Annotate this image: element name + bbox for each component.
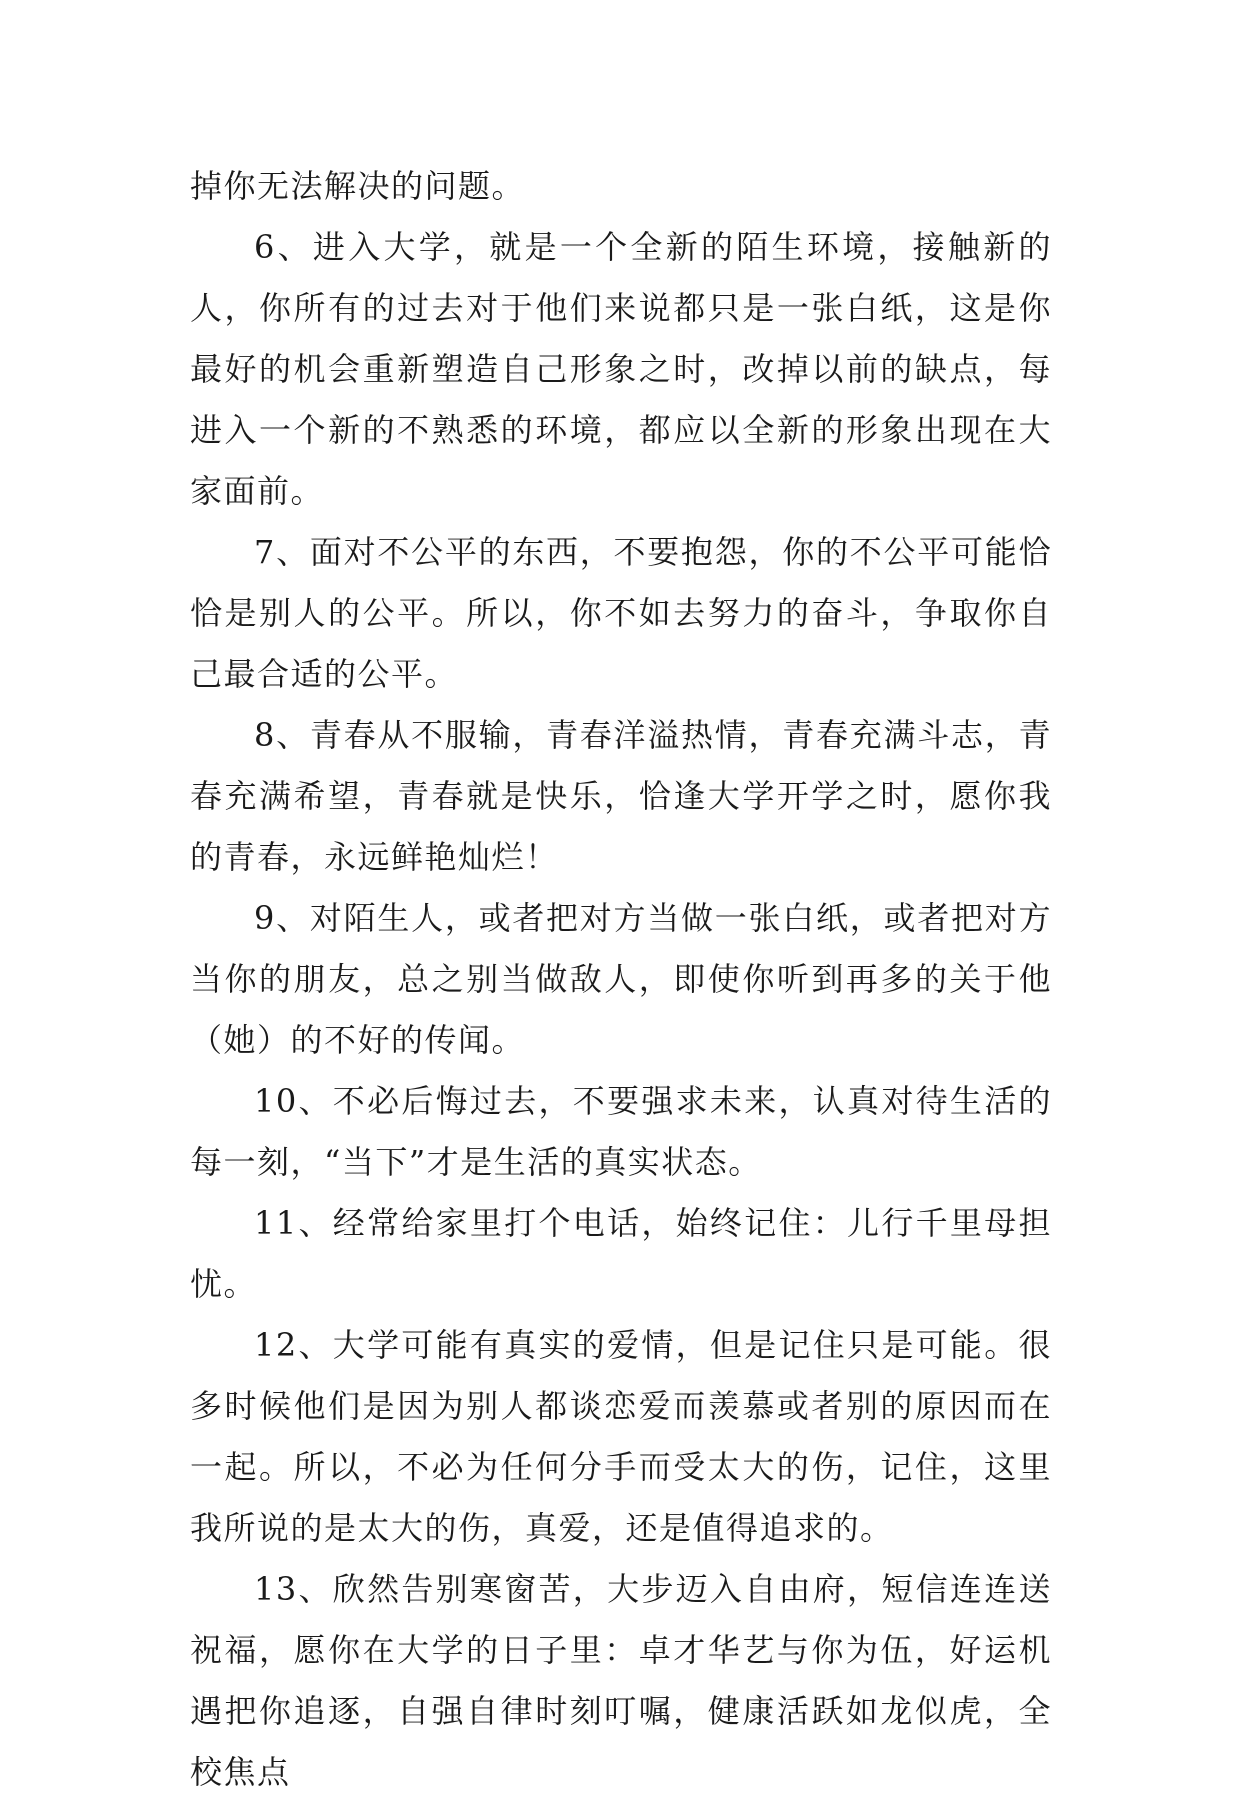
paragraph-item-11: 11、经常给家里打个电话，始终记住：儿行千里母担忧。 xyxy=(190,1204,1052,1303)
paragraph-item-12: 12、大学可能有真实的爱情，但是记住只是可能。很多时候他们是因为别人都谈恋爱而羡慕或者别的原因而在一起。所以，不必为任何分手而受太大的伤，记住，这里我所说的是太大的伤，真爱，还是值得追求的。 xyxy=(190,1326,1052,1547)
paragraph-item-10: 10、不必后悔过去，不要强求未来，认真对待生活的每一刻，“当下”才是生活的真实状态。 xyxy=(190,1082,1052,1181)
paragraph-item-13: 13、欣然告别寒窗苦，大步迈入自由府，短信连连送祝福，愿你在大学的日子里：卓才华艺与你为伍，好运机遇把你追逐，自强自律时刻叮嘱，健康活跃如龙似虎，全校焦点 xyxy=(190,1570,1052,1791)
body-text xyxy=(190,156,1052,1803)
paragraph-continued: 掉你无法解决的问题。 xyxy=(190,167,526,205)
paragraph-item-9: 9、对陌生人，或者把对方当做一张白纸，或者把对方当你的朋友，总之别当做敌人，即使你听到再多的关于他（她）的不好的传闻。 xyxy=(190,899,1052,1059)
paragraph-item-6: 6、进入大学，就是一个全新的陌生环境，接触新的人，你所有的过去对于他们来说都只是一张白纸，这是你最好的机会重新塑造自己形象之时，改掉以前的缺点，每进入一个新的不熟悉的环境，都应以全新的形象出现在大家面前。 xyxy=(190,228,1052,510)
paragraph-item-8: 8、青春从不服输，青春洋溢热情，青春充满斗志，青春充满希望，青春就是快乐，恰逢大学开学之时，愿你我的青春，永远鲜艳灿烂！ xyxy=(190,716,1052,876)
paragraph-item-7: 7、面对不公平的东西，不要抱怨，你的不公平可能恰恰是别人的公平。所以，你不如去努力的奋斗，争取你自己最合适的公平。 xyxy=(190,533,1052,693)
